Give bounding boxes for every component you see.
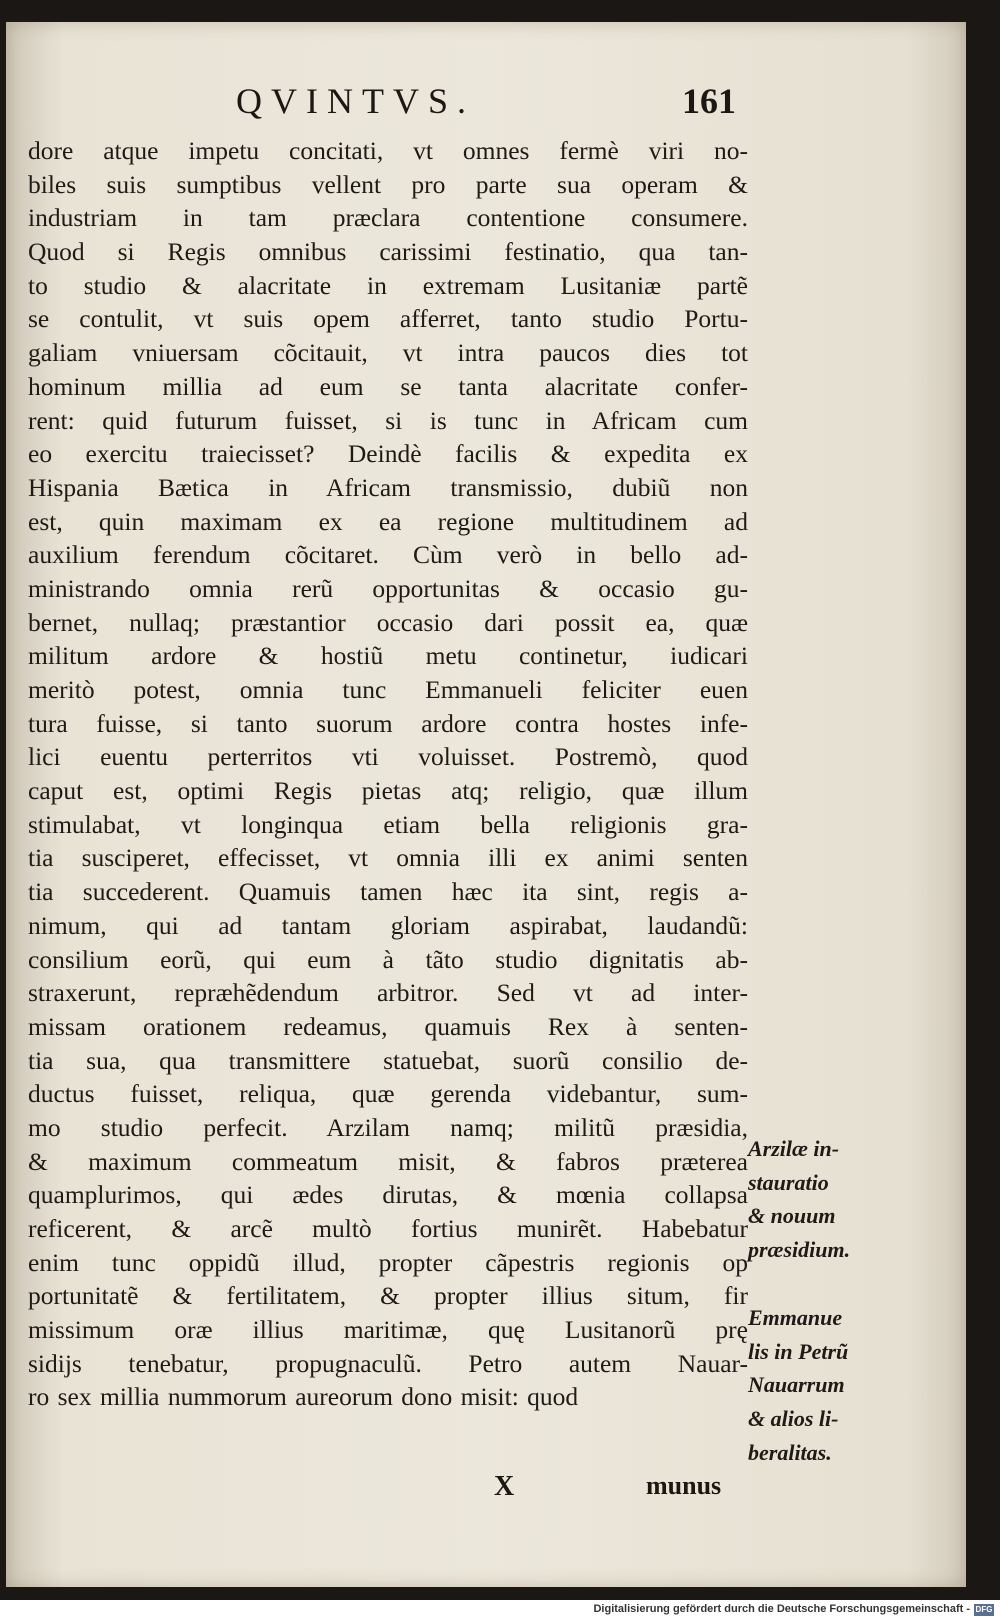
text-line: ministrando omnia rerũ opportunitas & occasio gu- — [28, 573, 748, 603]
text-line: mo studio perfecit. Arzilam namq; militũ præsidia, — [28, 1112, 748, 1142]
text-line: tura fuisse, si tanto suorum ardore contra hostes infe- — [28, 708, 748, 738]
catchword: munus — [646, 1471, 722, 1500]
margin-note-line: stauratio — [748, 1169, 829, 1195]
text-line: meritò potest, omnia tunc Emmanueli feliciter euen — [28, 675, 748, 704]
text-line: ductus fuisset, reliqua, quæ gerenda videbantur, sum- — [28, 1079, 748, 1109]
text-line: sidijs tenebatur, propugnaculũ. Petro autem Nauar- — [28, 1348, 748, 1378]
text-line: to studio & alacritate in extremam Lusitaniæ partẽ — [28, 270, 748, 300]
margin-note — [748, 1301, 883, 1470]
text-line: auxilium ferendum cõcitaret. Cùm verò in bello ad- — [28, 540, 748, 570]
text-line: tia succederent. Quamuis tamen hæc ita sint, regis a- — [28, 877, 748, 907]
text-line: enim tunc oppidũ illud, propter cãpestris regionis op — [28, 1247, 748, 1277]
margin-note-line: Nauarrum — [748, 1372, 845, 1398]
text-line: nimum, qui ad tantam gloriam aspirabat, laudandũ: — [28, 910, 748, 940]
text-line: industriam in tam præclara contentione consumere. — [28, 203, 748, 233]
margin-note-line: Arzilæ in- — [748, 1136, 840, 1161]
margin-note-line: & nouum — [748, 1203, 836, 1229]
text-line: rent: quid futurum fuisset, si is tunc in Africam cum — [28, 405, 748, 435]
text-line: portunitatẽ & fertilitatem, & propter illius situm, fir — [28, 1281, 748, 1311]
margin-note-line: & alios li- — [748, 1406, 839, 1432]
text-line: tia susciperet, effecisset, vt omnia illi ex animi senten — [28, 843, 748, 873]
text-line: reficerent, & arcẽ multò fortius munirẽt. Habebatur — [28, 1214, 748, 1243]
text-line: se contulit, vt suis opem afferret, tanto studio Portu- — [28, 304, 748, 334]
text-line: bernet, nullaq; præstantior occasio dari possit ea, quæ — [28, 607, 748, 637]
running-head: QVINTVS. — [236, 81, 475, 121]
margin-note-line: beralitas. — [748, 1439, 832, 1465]
text-line: eo exercitu traiecisset? Deindè facilis & expedita ex — [28, 439, 748, 469]
text-line: quamplurimos, qui ædes dirutas, & mœnia collapsa — [28, 1180, 748, 1210]
text-line: & maximum commeatum misit, & fabros præterea — [28, 1146, 748, 1176]
text-line: stimulabat, vt longinqua etiam bella religionis gra- — [28, 809, 748, 839]
signature-mark: X — [494, 1471, 515, 1502]
book-page — [6, 22, 966, 1587]
dfg-logo: DFG — [975, 1605, 993, 1614]
text-line: consilium eorũ, qui eum à tãto studio dignitatis ab- — [28, 944, 748, 974]
text-line: caput est, optimi Regis pietas atq; religio, quæ illum — [28, 776, 748, 806]
margin-note-line: Emmanue — [748, 1305, 843, 1330]
text-line: Hispania Bætica in Africam transmissio, dubiũ non — [28, 472, 748, 502]
text-line: tia sua, qua transmittere statuebat, suorũ consilio de- — [28, 1045, 748, 1075]
text-line: ro sex millia nummorum aureorum dono misit: quod — [28, 1382, 579, 1412]
text-line: missam orationem redeamus, quamuis Rex à senten- — [28, 1011, 748, 1041]
text-line: hominum millia ad eum se tanta alacritate confer- — [28, 371, 748, 401]
margin-note — [748, 1132, 883, 1267]
text-line: militum ardore & hostiũ metu continetur, iudicari — [28, 641, 748, 671]
text-line: est, quin maximam ex ea regione multitudinem ad — [28, 506, 748, 536]
text-line: missimum oræ illius maritimæ, quę Lusitanorũ prę — [28, 1315, 748, 1345]
text-line: Quod si Regis omnibus carissimi festinatio, qua tan- — [28, 237, 748, 267]
page-header — [6, 80, 966, 130]
page-number: 161 — [682, 81, 736, 121]
main-text-block — [28, 134, 748, 1414]
text-line: straxerunt, repræhẽdendum arbitror. Sed vt ad inter- — [28, 978, 748, 1008]
funding-credit: Digitalisierung gefördert durch die Deutsche Forschungsgemeinschaft - — [593, 1603, 970, 1615]
text-line: galiam vniuersam cõcitauit, vt intra paucos dies tot — [28, 338, 748, 368]
margin-note-line: præsidium. — [748, 1237, 851, 1263]
text-line: dore atque impetu concitati, vt omnes fermè viri no- — [28, 136, 748, 165]
margin-note-line: lis in Petrũ — [748, 1338, 849, 1364]
footer-bar — [0, 1600, 1000, 1621]
text-line: lici euentu perterritos vti voluisset. Postremò, quod — [28, 742, 748, 772]
text-line: biles suis sumptibus vellent pro parte sua operam & — [28, 169, 748, 199]
